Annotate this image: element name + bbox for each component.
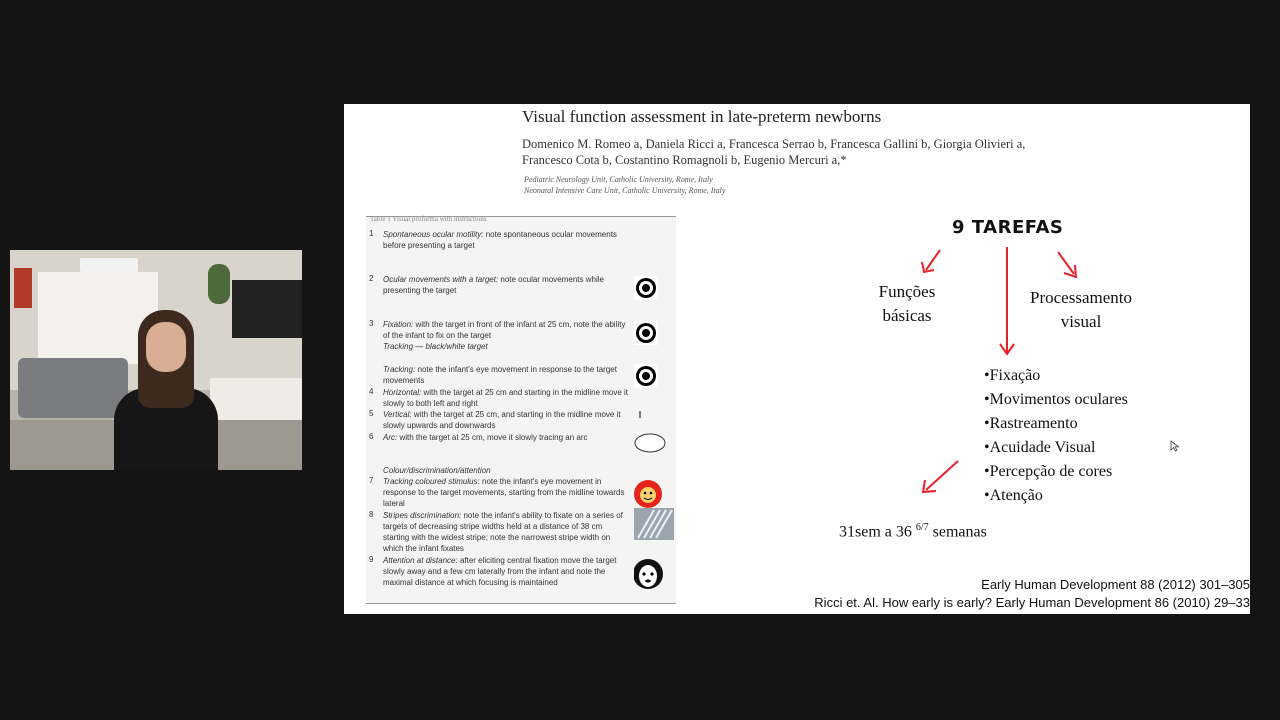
reference-1: Early Human Development 88 (2012) 301–305 [981,577,1250,592]
table-header: Table 1 Visual proforma with instructions [370,215,487,223]
task-list [984,364,1128,508]
list-item: •Movimentos oculares [984,391,1128,408]
webcam-video [10,250,302,470]
cabinet [210,378,302,424]
plant [208,264,230,304]
mouse-cursor-icon [1170,440,1180,452]
arrow-to-visual-processing [1058,252,1074,274]
paper-authors-line2: Francesco Cota b, Costantino Romagnoli b, Eugenio Mercuri a,* [522,153,847,167]
list-item: •Atenção [984,487,1043,504]
diagram-arrows [344,104,1250,614]
visual-proforma-table: Table 1 Visual proforma with instructions 1 Spontaneous ocular motility: note spontaneous ocular movements before presenting a target 2 Ocular movements with a target: note ocular movements while presenting the target 3 Fixation: with the target in front of the infant at 25 cm, note the ability of the infant to fix on the target Tracking — black/white target Tracking: note the infant's eye movement in response to the target movements 4 Horizontal: with the target at 25 cm and starting in the midline move it slowly to both left and right 5 Vertical: with the target at 25 cm, and starting in the midline move it slowly upwards and downwards 6 Arc: with the target at 25 cm, move it slowly tracing an arc Colour/discrimination/attention 7 Tracking coloured stimulus: note the infant's eye movement in response to the target movements, starting from the midline towards lateral 8 Stripes discrimination: note the infant's ability to fixate on a series of targets of decreasing stripe widths held at a distance of 38 cm starting with the widest stripe; note the narrowest stripe width on which the infant fixates 9 Attention at distance: after eliciting central fixation move the target slowly away and a few cm laterally from the infant and note the maximal distance at which focusing is maintained [366,216,676,604]
paper-title: Visual function assessment in late-preterm newborns [522,107,882,126]
basic-functions-label: Funções básicas [878,282,936,325]
paper-authors-line1: Domenico M. Romeo a, Daniela Ricci a, Francesca Serrao b, Francesca Gallini b, Giorgia Olivieri a, [522,137,1026,151]
visual-processing-label: Processamento visual [1030,288,1132,331]
arrow-to-weeks [926,461,958,490]
presenter [102,310,222,470]
list-item: •Rastreamento [984,415,1078,432]
list-item: •Percepção de cores [984,463,1113,480]
gestational-age-range: 31sem a 36 $^{6/7}$ semanas [839,522,987,541]
presentation-slide [344,104,1250,614]
air-conditioner [80,258,138,272]
arrow-to-basic-functions [926,250,940,270]
references [814,576,1250,612]
list-item: •Fixação [984,367,1041,384]
paper-affiliation-b: Neonatal Intensive Care Unit, Catholic University, Rome, Italy [524,186,726,195]
wall-picture [14,268,32,308]
list-item: •Acuidade Visual [984,439,1096,456]
television [232,280,302,338]
diagram-title: 9 TAREFAS [952,217,1064,238]
reference-2: Ricci et. Al. How early is early? Early Human Development 86 (2010) 29–33 [814,595,1250,610]
paper-affiliation-a: Pediatric Neurology Unit, Catholic University, Rome, Italy [524,175,713,184]
